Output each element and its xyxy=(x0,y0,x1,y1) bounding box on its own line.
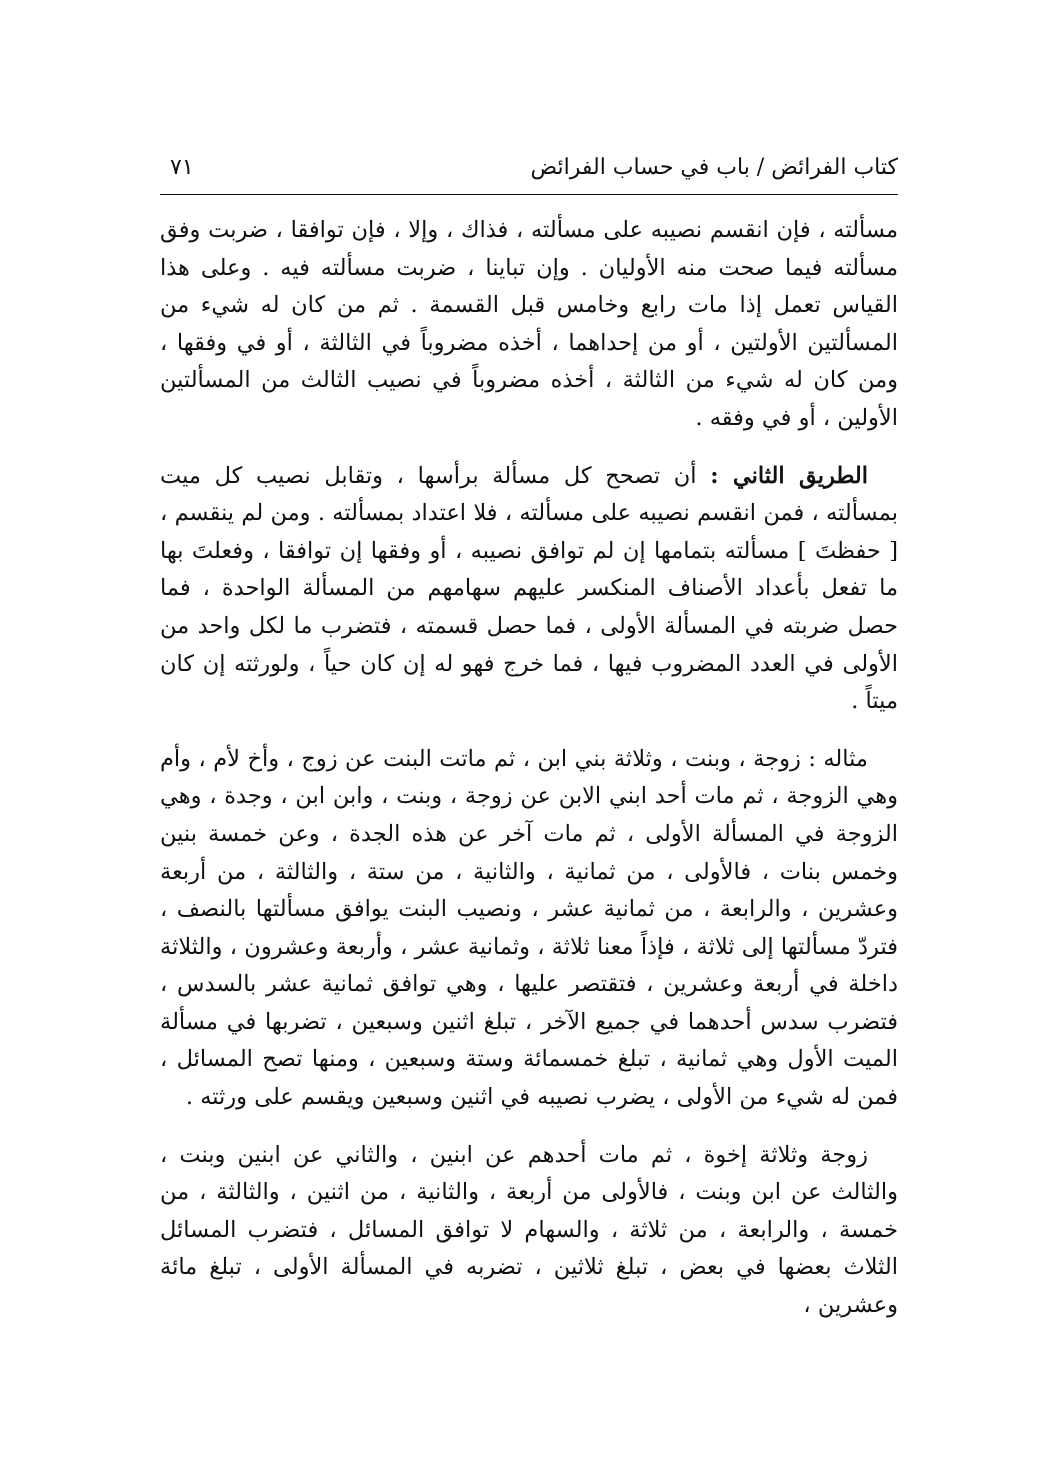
paragraph-4-text: زوجة وثلاثة إخوة ، ثم مات أحدهم عن ابنين ، والثاني عن ابنين وبنت ، والثالث عن ابن وبنت ، فالأولى من أربعة ، والثانية ، من اثنين ، والثالثة ، من خمسة ، والرابعة ، من ثلاثة ، والسهام لا توافق المسائل ، فتضرب المسائل الثلاث بعضها في بعض ، تبلغ ثلاثين ، تضربه في المسألة الأولى ، تبلغ مائة وعشرين ، xyxy=(160,1141,898,1319)
paragraph-1 xyxy=(160,212,898,438)
paragraph-2-text: أن تصحح كل مسألة برأسها ، وتقابل نصيب كل ميت بمسألته ، فمن انقسم نصيبه على مسألته ، فلا اعتداد بمسألته . ومن لم ينقسم ، [ حفظتَ ] مسألته بتمامها إن لم توافق نصيبه ، أو وفقها إن توافقا ، وفعلتَ بها ما تفعل بأعداد الأصناف المنكسر عليهم سهامهم من المسألة الواحدة ، فما حصل ضربته في المسألة الأولى ، فما حصل قسمته ، فتضرب ما لكل واحد من الأولى في العدد المضروب فيها ، فما خرج فهو له إن كان حياً ، ولورثته إن كان ميتاً . xyxy=(160,462,898,715)
paragraph-2 xyxy=(160,458,898,721)
header-divider xyxy=(160,194,898,195)
running-header-title: كتاب الفرائض / باب في حساب الفرائض xyxy=(530,155,898,180)
paragraph-4 xyxy=(160,1137,898,1325)
page-number: ٧١ xyxy=(170,155,194,180)
paragraph-1-text: مسألته ، فإن انقسم نصيبه على مسألته ، فذاك ، وإلا ، فإن توافقا ، ضربت وفق مسألته فيما صحت منه الأوليان . وإن تباينا ، ضربت مسألته فيه . وعلى هذا القياس تعمل إذا مات رابع وخامس قبل القسمة . ثم من كان له شيء من المسألتين الأولتين ، أو من إحداهما ، أخذه مضروباً في الثالثة ، أو في وفقها ، ومن كان له شيء من الثالثة ، أخذه مضروباً في نصيب الثالث من المسألتين الأولين ، أو في وفقه . xyxy=(160,217,898,431)
text-body xyxy=(160,212,898,1325)
paragraph-3 xyxy=(160,741,898,1117)
running-header xyxy=(160,150,898,190)
paragraph-2-heading: الطريق الثاني : xyxy=(710,462,868,489)
paragraph-3-text: مثاله : زوجة ، وبنت ، وثلاثة بني ابن ، ثم ماتت البنت عن زوج ، وأخ لأم ، وأم وهي الزوجة ، ثم مات أحد ابني الابن عن زوجة ، وبنت ، وابن ابن ، وجدة ، وهي الزوجة في المسألة الأولى ، ثم مات آخر عن هذه الجدة ، وعن خمسة بنين وخمس بنات ، فالأولى ، من ثمانية ، والثانية ، من ستة ، والثالثة ، من أربعة وعشرين ، والرابعة ، من ثمانية عشر ، ونصيب البنت يوافق مسألتها بالنصف ، فتردّ مسألتها إلى ثلاثة ، فإذاً معنا ثلاثة ، وثمانية عشر ، وأربعة وعشرون ، والثلاثة داخلة في أربعة وعشرين ، فتقتصر عليها ، وهي توافق ثمانية عشر بالسدس ، فتضرب سدس أحدهما في جميع الآخر ، تبلغ اثنين وسبعين ، تضربها في مسألة الميت الأول وهي ثمانية ، تبلغ خمسمائة وستة وسبعين ، ومنها تصح المسائل ، فمن له شيء من الأولى ، يضرب نصيبه في اثنين وسبعين ويقسم على ورثته . xyxy=(160,745,898,1111)
